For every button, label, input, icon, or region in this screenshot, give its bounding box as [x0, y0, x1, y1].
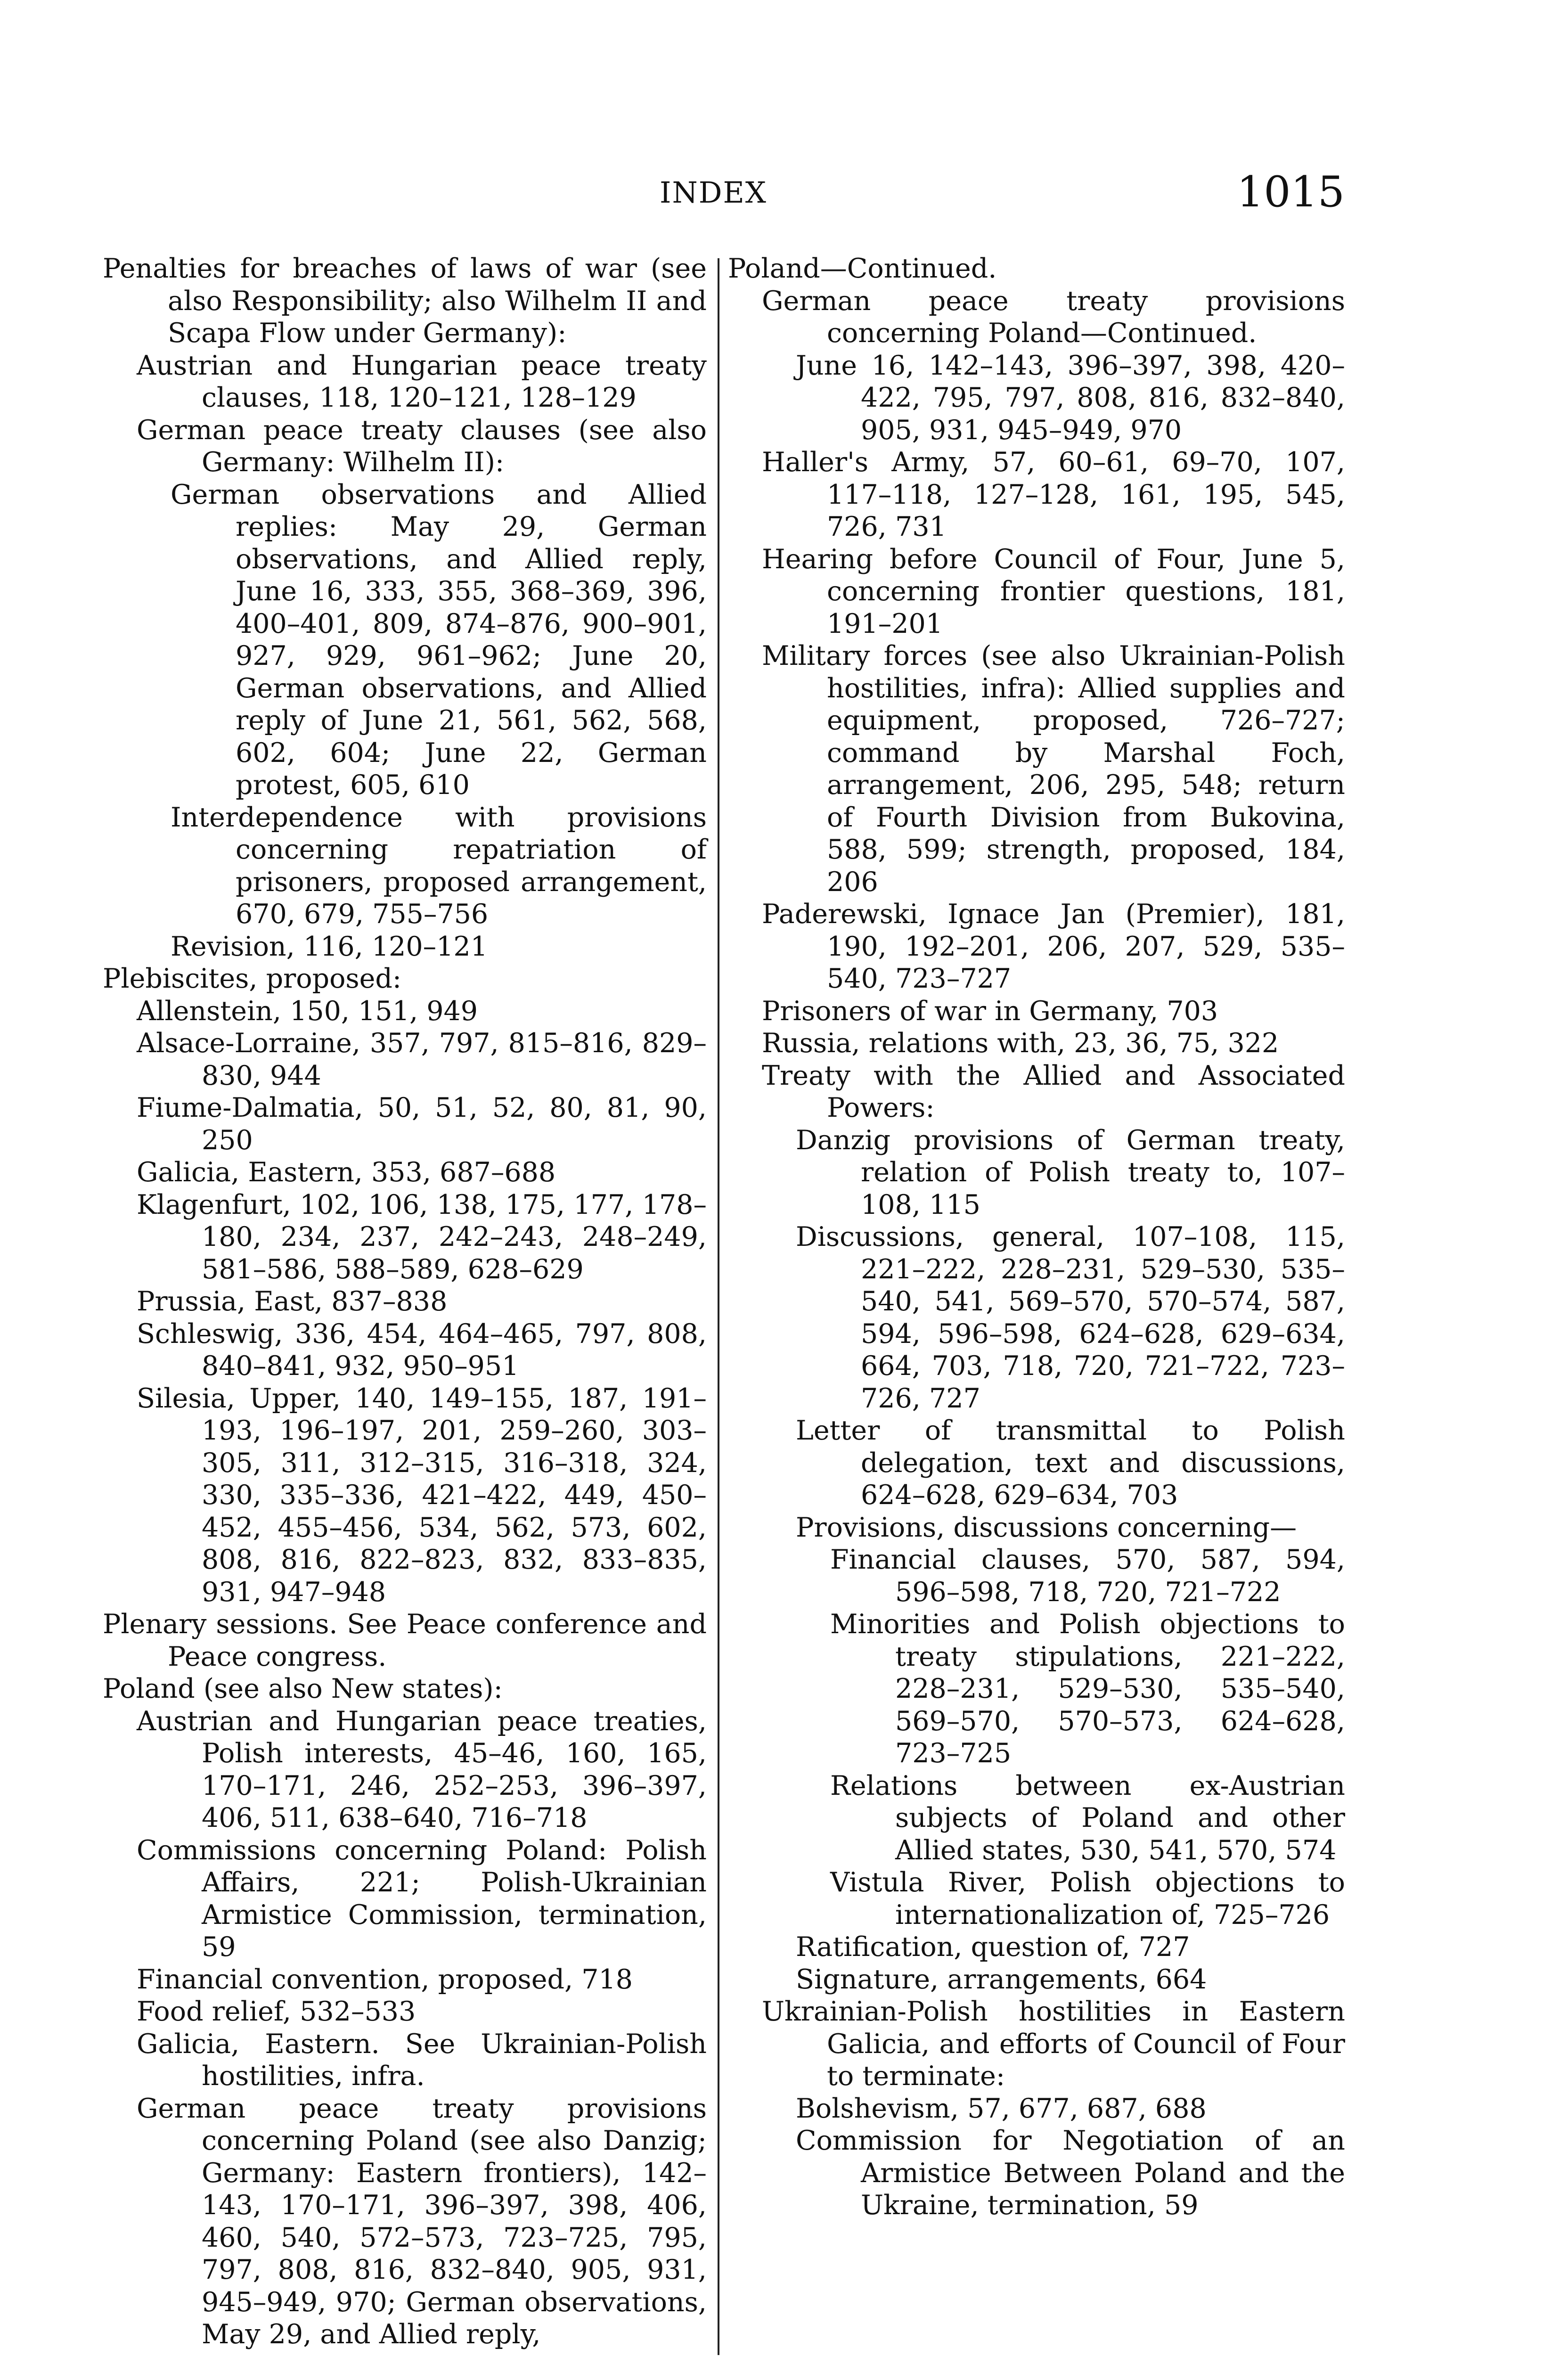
index-column-left — [103, 253, 707, 2351]
index-entry: Financial convention, proposed, 718 — [137, 1963, 633, 1995]
index-entry: Prisoners of war in Germany, 703 — [762, 995, 1218, 1027]
index-entry: Russia, relations with, 23, 36, 75, 322 — [762, 1028, 1279, 1059]
index-entry: Treaty with the Allied and Associated Powers: — [762, 1060, 1345, 1123]
index-entry: Plenary sessions. See Peace conference and Peace congress. — [103, 1609, 707, 1672]
index-entry: Ratification, question of, 727 — [796, 1931, 1190, 1963]
index-entry: Commission for Negotiation of an Armistice Between Poland and the Ukraine, termination, 59 — [796, 2125, 1345, 2221]
index-entry: Commissions concerning Poland: Polish Affairs, 221; Polish-Ukrainian Armistice Commission, termination, 59 — [137, 1834, 707, 1963]
index-entry: Galicia, Eastern. See Ukrainian-Polish hostilities, infra. — [137, 2028, 707, 2092]
index-entry: Discussions, general, 107–108, 115, 221–222, 228–231, 529–530, 535–540, 541, 569–570, 570–574, 587, 594, 596–598, 624–628, 629–634, 664, 703, 718, 720, 721–722, 723–726, 727 — [796, 1221, 1345, 1414]
index-entry: Fiume-Dalmatia, 50, 51, 52, 80, 81, 90, 250 — [137, 1092, 707, 1156]
index-entry: Austrian and Hungarian peace treaties, Polish interests, 45–46, 160, 165, 170–171, 246, 252–253, 396–397, 406, 511, 638–640, 716–718 — [137, 1705, 707, 1833]
index-entry: Haller's Army, 57, 60–61, 69–70, 107, 117–118, 127–128, 161, 195, 545, 726, 731 — [762, 447, 1345, 542]
index-column-right — [728, 253, 1345, 2222]
index-entry: German peace treaty provisions concerning Poland—Continued. — [762, 285, 1345, 349]
index-entry: Austrian and Hungarian peace treaty clauses, 118, 120–121, 128–129 — [137, 350, 707, 413]
index-entry: Provisions, discussions concerning— — [796, 1512, 1297, 1543]
index-entry: Vistula River, Polish objections to internationalization of, 725–726 — [830, 1867, 1345, 1931]
index-entry: June 16, 142–143, 396–397, 398, 420–422, 795, 797, 808, 816, 832–840, 905, 931, 945–949, 970 — [796, 350, 1345, 446]
index-entry: Ukrainian-Polish hostilities in Eastern Galicia, and efforts of Council of Four to terminate: — [762, 1996, 1345, 2092]
index-entry: Paderewski, Ignace Jan (Premier), 181, 190, 192–201, 206, 207, 529, 535–540, 723–727 — [762, 899, 1345, 994]
index-entry: Penalties for breaches of laws of war (see also Responsibility; also Wilhelm II and Scapa Flow under Germany): — [103, 253, 707, 349]
index-entry: Poland (see also New states): — [103, 1673, 503, 1704]
page-number: 1015 — [1237, 167, 1345, 217]
index-entry: Military forces (see also Ukrainian-Polish hostilities, infra): Allied supplies and equipment, proposed, 726–727; command by Marshal Foch, arrangement, 206, 295, 548; return of Fourth Division from Bukovina, 588, 599; strength, proposed, 184, 206 — [762, 640, 1345, 898]
index-entry: Prussia, East, 837–838 — [137, 1286, 448, 1317]
index-entry: Galicia, Eastern, 353, 687–688 — [137, 1157, 556, 1188]
index-entry: Bolshevism, 57, 677, 687, 688 — [796, 2093, 1207, 2124]
index-entry: Alsace-Lorraine, 357, 797, 815–816, 829–830, 944 — [137, 1028, 707, 1091]
index-entry: Minorities and Polish objections to treaty stipulations, 221–222, 228–231, 529–530, 535–540, 569–570, 570–573, 624–628, 723–725 — [830, 1609, 1345, 1769]
index-entry: Interdependence with provisions concerning repatriation of prisoners, proposed arrangement, 670, 679, 755–756 — [171, 802, 707, 930]
index-entry: Silesia, Upper, 140, 149–155, 187, 191–193, 196–197, 201, 259–260, 303–305, 311, 312–315, 316–318, 324, 330, 335–336, 421–422, 449, 450–452, 455–456, 534, 562, 573, 602, 808, 816, 822–823, 832, 833–835, 931, 947–948 — [137, 1383, 707, 1608]
index-entry: German peace treaty provisions concerning Poland (see also Danzig; Germany: Eastern frontiers), 142–143, 170–171, 396–397, 398, 406, 460, 540, 572–573, 723–725, 795, 797, 808, 816, 832–840, 905, 931, 945–949, 970; German observations, May 29, and Allied reply, — [137, 2093, 707, 2350]
index-entry: German peace treaty clauses (see also Germany: Wilhelm II): — [137, 414, 707, 478]
index-entry: Letter of transmittal to Polish delegation, text and discussions, 624–628, 629–634, 703 — [796, 1415, 1345, 1511]
index-entry: Poland—Continued. — [728, 253, 997, 284]
column-divider — [718, 258, 719, 2355]
index-entry: Signature, arrangements, 664 — [796, 1963, 1207, 1995]
index-entry: Schleswig, 336, 454, 464–465, 797, 808, 840–841, 932, 950–951 — [137, 1318, 707, 1382]
index-entry: Revision, 116, 120–121 — [171, 931, 488, 962]
index-entry: Plebiscites, proposed: — [103, 963, 402, 994]
index-entry: Allenstein, 150, 151, 949 — [137, 995, 478, 1027]
index-entry: Hearing before Council of Four, June 5, concerning frontier questions, 181, 191–201 — [762, 543, 1345, 639]
index-entry: Food relief, 532–533 — [137, 1996, 416, 2027]
index-entry: Klagenfurt, 102, 106, 138, 175, 177, 178–180, 234, 237, 242–243, 248–249, 581–586, 588–589, 628–629 — [137, 1189, 707, 1285]
running-header-title: INDEX — [660, 175, 767, 210]
index-entry: Danzig provisions of German treaty, relation of Polish treaty to, 107–108, 115 — [796, 1124, 1345, 1220]
index-entry: German observations and Allied replies: May 29, German observations, and Allied reply, June 16, 333, 355, 368–369, 396, 400–401, 809, 874–876, 900–901, 927, 929, 961–962; June 20, German observations, and Allied reply of June 21, 561, 562, 568, 602, 604; June 22, German protest, 605, 610 — [171, 479, 707, 801]
index-entry: Financial clauses, 570, 587, 594, 596–598, 718, 720, 721–722 — [830, 1544, 1345, 1608]
index-entry: Relations between ex-Austrian subjects of Poland and other Allied states, 530, 541, 570, 574 — [830, 1770, 1345, 1866]
